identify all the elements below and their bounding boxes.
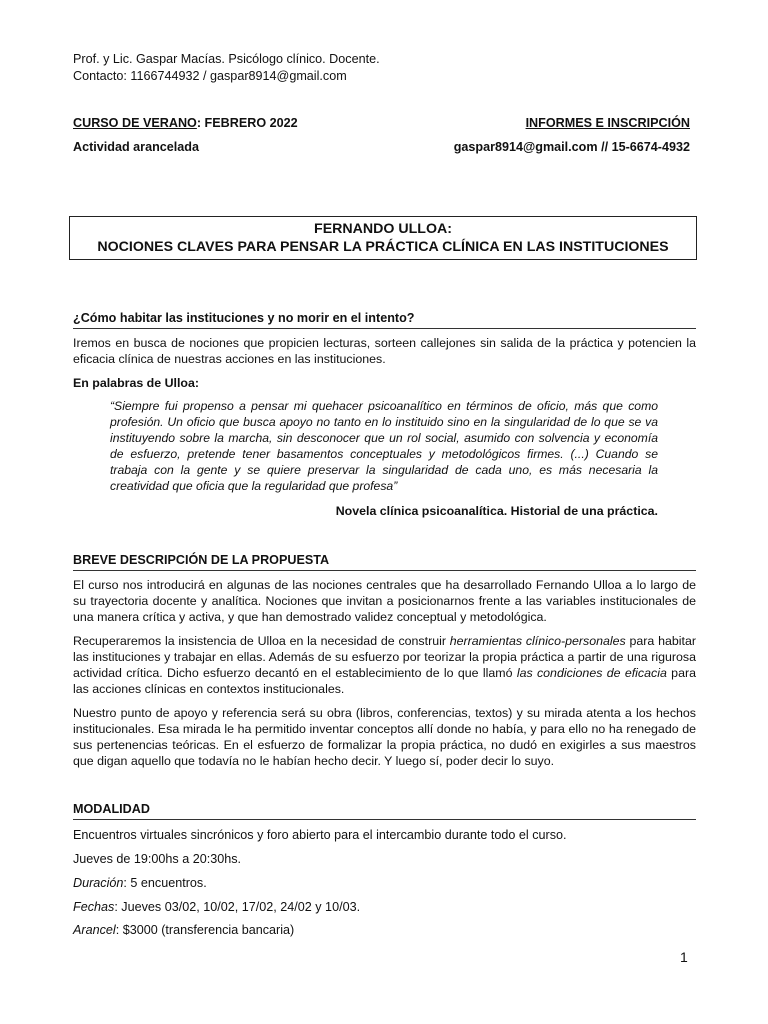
dates-label: Fechas — [73, 900, 115, 914]
course-date: FEBRERO 2022 — [201, 116, 298, 130]
section2-paragraph-1: El curso nos introducirá en algunas de las nociones centrales que ha desarrollado Fernando Ulloa a lo largo de su trayectoria docente y analítica. Nociones que invitan a posicionarnos frente a las variables institucionales de una manera crítica y activa, y que han demostrado validez conceptual y metodológica. — [73, 578, 696, 624]
quote-intro: En palabras de Ulloa: — [73, 376, 200, 390]
fee-note: Actividad arancelada — [73, 140, 199, 154]
para2-text-a: Recuperaremos la insistencia de Ulloa en la necesidad de construir — [73, 634, 450, 648]
modality-line: Encuentros virtuales sincrónicos y foro abierto para el intercambio durante todo el curso. — [73, 828, 567, 842]
info-title: INFORMES E INSCRIPCIÓN — [525, 116, 690, 130]
dates-line — [73, 899, 360, 915]
duration-line — [73, 875, 207, 891]
para2-text-c: para las acciones clínicas en contextos institucionales. — [73, 666, 696, 696]
title-box — [69, 216, 697, 260]
course-sep: : — [196, 116, 202, 130]
page-number: 1 — [680, 949, 688, 965]
title-line-2: NOCIONES CLAVES PARA PENSAR LA PRÁCTICA CLÍNICA EN LAS INSTITUCIONES — [97, 239, 669, 255]
para2-emphasis-tools: herramientas clínico-personales — [449, 634, 626, 648]
fee-label: Arancel — [73, 923, 116, 937]
duration-value: : 5 encuentros. — [123, 876, 207, 890]
contact-line: Contacto: 1166744932 / gaspar8914@gmail.com — [73, 69, 347, 83]
section1-heading: ¿Cómo habitar las instituciones y no morir en el intento? — [73, 310, 696, 329]
para2-text-b: para habitar las instituciones y trabajar en ellas. Además de su esfuerzo por teorizar la propia práctica a partir de una rigurosa actividad crítica. Dicho esfuerzo decantó en el establecimiento de lo que llamó — [73, 634, 696, 680]
section1-paragraph: Iremos en busca de nociones que propicien lecturas, sorteen callejones sin salida de la práctica y potencien la eficacia clínica de nuestras acciones en las instituciones. — [73, 336, 696, 366]
ulloa-quote: “Siempre fui propenso a pensar mi quehacer psicoanalítico en términos de oficio, más que como profesión. Un oficio que busca apoyo no tanto en lo instituido sino en la singularidad de lo que se va instituyendo sobre la marcha, sin desconocer que un rol social, asumido con solvencia y economía de esfuerzo, pretende tener basamentos conceptuales y metodológicos firmes. (...) Cuando se trabaja con la gente y se quiere preservar la singularidad de cada uno, es más necesaria la creatividad que oficia que la regularidad que profesa” — [110, 399, 658, 493]
course-heading — [73, 115, 298, 131]
para2-emphasis-conditions: las condiciones de eficacia — [516, 666, 667, 680]
section2-paragraph-3: Nuestro punto de apoyo y referencia será su obra (libros, conferencias, textos) y su mirada atenta a los hechos institucionales. Esa mirada le ha permitido inventar conceptos allí donde no había, y para ello no ha renegado de sus pertenencias teóricas. En el esfuerzo de formalizar la propia práctica, no dudó en exigirles a sus maestros que digan aquello que todavía no le habían hecho decir. Y luego sí, poder decir lo suyo. — [73, 706, 696, 768]
dates-value: : Jueves 03/02, 10/02, 17/02, 24/02 y 10/03. — [114, 900, 361, 914]
quote-source: Novela clínica psicoanalítica. Historial de una práctica. — [335, 504, 658, 518]
schedule-line: Jueves de 19:00hs a 20:30hs. — [73, 852, 242, 866]
section2-paragraph-2 — [73, 633, 696, 697]
course-label: CURSO DE VERANO — [73, 116, 197, 130]
info-contact: gaspar8914@gmail.com // 15-6674-4932 — [453, 140, 690, 154]
title-line-1: FERNANDO ULLOA: — [314, 221, 452, 237]
fee-value: : $3000 (transferencia bancaria) — [115, 923, 295, 937]
section2-heading: BREVE DESCRIPCIÓN DE LA PROPUESTA — [73, 552, 696, 571]
author-line: Prof. y Lic. Gaspar Macías. Psicólogo clínico. Docente. — [73, 52, 380, 66]
duration-label: Duración — [73, 876, 124, 890]
section3-heading: MODALIDAD — [73, 801, 696, 820]
fee-line — [73, 922, 294, 938]
